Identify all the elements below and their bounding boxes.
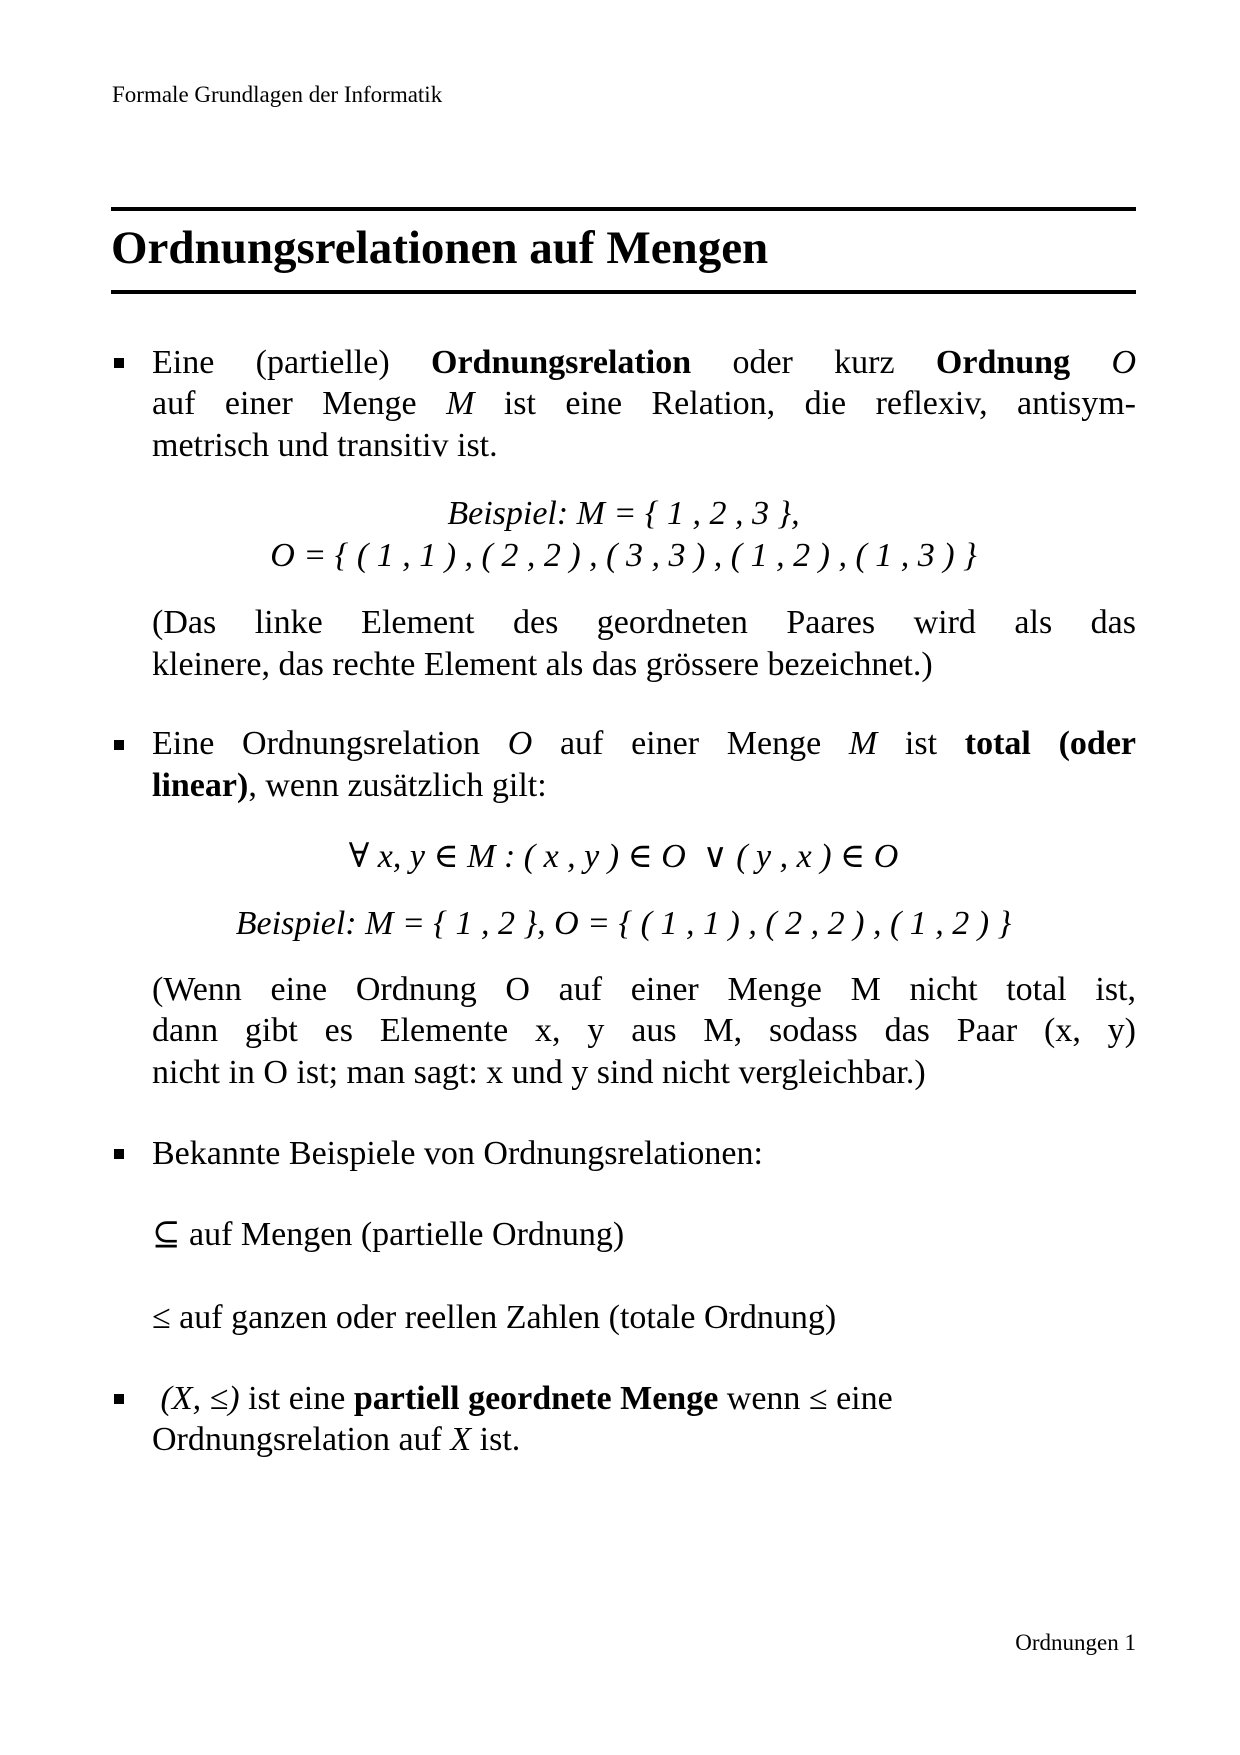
b1-example-1: Beispiel: M = { 1 , 2 , 3 }, <box>447 495 800 532</box>
bullet-icon <box>114 1149 124 1159</box>
b2-line2: linear), wenn zusätzlich gilt: <box>152 767 547 804</box>
b2-note-3: nicht in O ist; man sagt: x und y sind nicht vergleichbar.) <box>152 1054 926 1091</box>
b2-formula: ∀ x, y ∈ M : ( x , y ) ∈ O ∨ ( y , x ) ∈ O <box>348 838 899 875</box>
b2-example: Beispiel: M = { 1 , 2 }, O = { ( 1 , 1 ) , ( 2 , 2 ) , ( 1 , 2 ) } <box>235 905 1012 942</box>
bullet-icon <box>114 740 124 750</box>
title-rule-top <box>111 207 1136 211</box>
running-header: Formale Grundlagen der Informatik <box>112 82 443 107</box>
b3-example-leq: ≤ auf ganzen oder reellen Zahlen (totale Ordnung) <box>152 1299 837 1336</box>
b3-line1: Bekannte Beispiele von Ordnungsrelationen: <box>152 1135 763 1172</box>
bullet-icon <box>114 358 124 368</box>
b2-note-1: (Wenn eine Ordnung O auf einer Menge M nicht total ist, <box>152 971 1136 1008</box>
b2-line1: Eine Ordnungsrelation O auf einer Menge M ist total (oder <box>152 725 1136 762</box>
title-rule-bottom <box>111 290 1136 294</box>
b1-note-1: (Das linke Element des geordneten Paares wird als das <box>152 604 1136 641</box>
b4-line1: (X, ≤) ist eine partiell geordnete Menge wenn ≤ eine <box>152 1380 893 1417</box>
b1-line2: auf einer Menge M ist eine Relation, die reflexiv, antisym- <box>152 385 1137 422</box>
b1-line1: Eine (partielle) Ordnungsrelation oder kurz Ordnung O <box>152 344 1136 381</box>
b3-example-subset: ⊆ auf Mengen (partielle Ordnung) <box>152 1216 625 1253</box>
page-footer: Ordnungen 1 <box>1015 1630 1136 1655</box>
bullet-icon <box>114 1394 124 1404</box>
b1-note-2: kleinere, das rechte Element als das grössere bezeichnet.) <box>152 646 933 683</box>
b4-line2: Ordnungsrelation auf X ist. <box>152 1421 521 1458</box>
b1-line3: metrisch und transitiv ist. <box>152 427 498 464</box>
b2-note-2: dann gibt es Elemente x, y aus M, sodass das Paar (x, y) <box>152 1012 1136 1049</box>
b1-example-2: O = { ( 1 , 1 ) , ( 2 , 2 ) , ( 3 , 3 ) , ( 1 , 2 ) , ( 1 , 3 ) } <box>270 537 977 574</box>
page-title: Ordnungsrelationen auf Mengen <box>111 222 769 274</box>
